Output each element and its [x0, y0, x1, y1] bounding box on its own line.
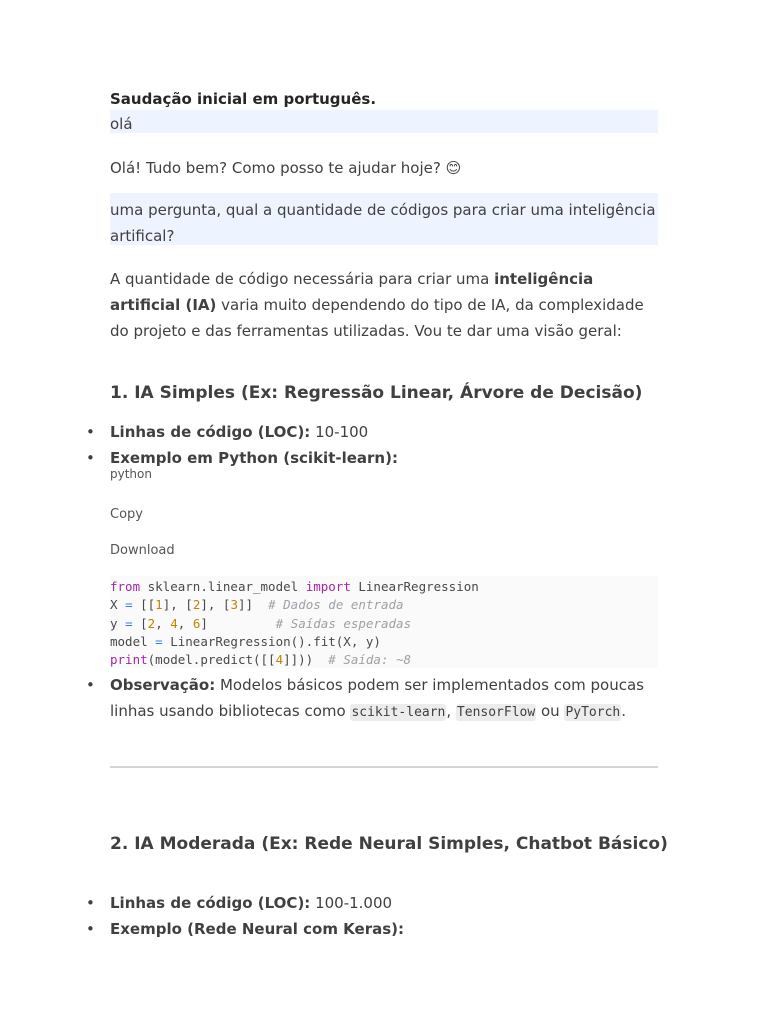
example-label: Exemplo em Python (scikit-learn):: [110, 449, 398, 467]
inline-code: PyTorch: [565, 705, 621, 720]
section-divider: [110, 766, 658, 768]
loc-label: Linhas de código (LOC):: [110, 423, 311, 441]
code-language-label: python: [110, 467, 152, 481]
loc-value: 100-1.000: [310, 894, 393, 912]
inline-code: scikit-learn: [351, 705, 446, 720]
download-button[interactable]: Download: [110, 543, 175, 558]
assistant-intro: [110, 266, 658, 344]
copy-button[interactable]: Copy: [110, 507, 143, 522]
section1-notes: [110, 672, 658, 726]
assistant-message: Olá! Tudo bem? Como posso te ajudar hoje? 😊: [110, 159, 462, 177]
chat-title: Saudação inicial em português.: [110, 90, 377, 108]
loc-label: Linhas de código (LOC):: [110, 894, 311, 912]
list-item: [110, 916, 658, 942]
loc-value: 10-100: [310, 423, 369, 441]
list-item: [110, 445, 658, 471]
section2-list: [110, 890, 658, 942]
list-item: [110, 419, 658, 445]
list-item: • Observação: Modelos básicos podem ser implementados com poucas linhas usando bibliotecas como scikit-learn, TensorFlow ou PyTorch.: [110, 672, 658, 726]
inline-code: TensorFlow: [456, 705, 536, 720]
example-label: Exemplo (Rede Neural com Keras):: [110, 920, 405, 938]
intro-text: A quantidade de código necessária para criar uma: [110, 270, 495, 288]
user-message: uma pergunta, qual a quantidade de códigos para criar uma inteligência artifical?: [110, 193, 658, 245]
section1-list: [110, 419, 658, 471]
obs-text: Modelos básicos podem ser implementados com poucas linhas usando bibliotecas como: [110, 676, 644, 720]
section-heading: 2. IA Moderada (Ex: Rede Neural Simples, Chatbot Básico): [110, 834, 668, 854]
intro-bold: inteligência artificial (IA): [110, 270, 594, 314]
user-message: olá: [110, 110, 658, 133]
code-block: from sklearn.linear_model import LinearRegression X = [[1], [2], [3]] # Dados de entrada y = [2, 4, 6] # Saídas esperadas model = LinearRegression().fit(X, y) print(model.predict([[4]])) # Saída: ~8: [110, 576, 658, 668]
list-item: [110, 890, 658, 916]
intro-text: varia muito dependendo do tipo de IA, da complexidade do projeto e das ferramentas utilizadas. Vou te dar uma visão geral:: [110, 296, 644, 340]
section-heading: 1. IA Simples (Ex: Regressão Linear, Árvore de Decisão): [110, 383, 643, 403]
obs-label: Observação:: [110, 676, 216, 694]
